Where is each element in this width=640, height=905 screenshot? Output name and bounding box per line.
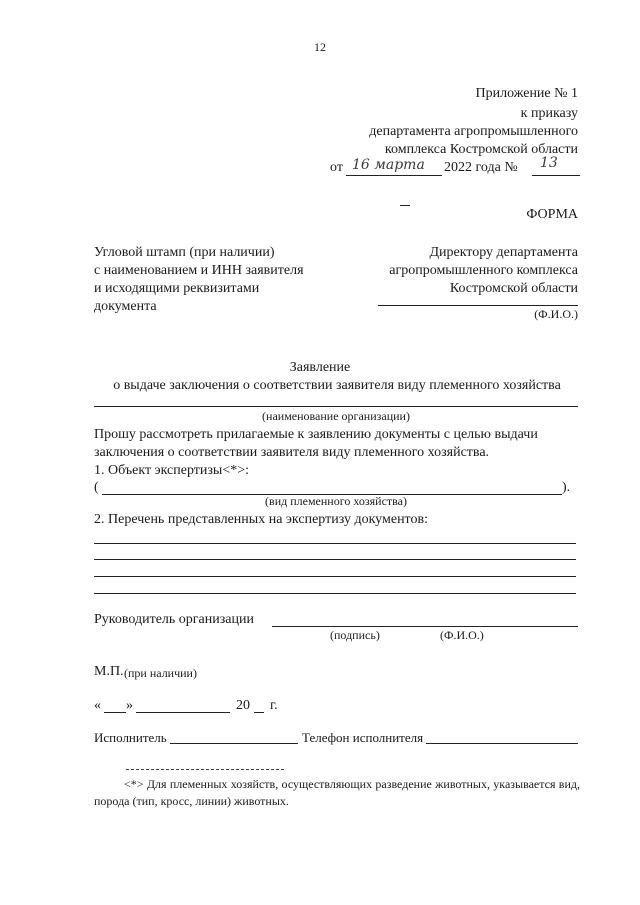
form-title: ФОРМА [526, 207, 578, 222]
page-number: 12 [314, 40, 326, 54]
appendix-title: Приложение № 1 [475, 86, 578, 101]
date-year: 20 [236, 698, 250, 713]
item-1: 1. Объект экспертизы<*>: [94, 463, 249, 478]
stamp-line-1: Угловой штамп (при наличии) [94, 245, 275, 260]
org-caption: (наименование организации) [262, 409, 410, 423]
date-prefix: от [330, 160, 343, 175]
date-close-quote: » [126, 698, 133, 713]
request-line-1: Прошу рассмотреть прилагаемые к заявлению документы с целью выдачи [94, 427, 538, 442]
date-suffix: 2022 года № [444, 160, 518, 175]
stamp-line-4: документа [94, 299, 157, 314]
statement-title: Заявление [289, 360, 351, 375]
stamp-line-2: с наименованием и ИНН заявителя [94, 263, 304, 278]
paren-close: ). [562, 480, 571, 495]
item-2: 2. Перечень представленных на экспертизу документов: [94, 512, 428, 527]
signature-fio-caption: (Ф.И.О.) [440, 628, 484, 642]
date-year-suffix: г. [270, 698, 278, 713]
request-line-2: заключения о соответствии заявителя виду племенного хозяйства. [94, 445, 490, 460]
appendix-region: комплекса Костромской области [384, 142, 578, 157]
addressee-fio-caption: (Ф.И.О.) [534, 307, 578, 321]
date-open-quote: « [94, 698, 101, 713]
paren-open: ( [94, 480, 99, 495]
sign-caption: (подпись) [330, 628, 380, 642]
stamp-label: М.П. [94, 664, 124, 679]
executor-label: Исполнитель [94, 730, 167, 745]
appendix-order: к приказу [520, 106, 578, 121]
stamp-note: (при наличии) [124, 666, 197, 680]
addressee-line-3: Костромской области [449, 281, 578, 296]
phone-label: Телефон исполнителя [302, 730, 424, 745]
head-label: Руководитель организации [94, 612, 254, 627]
addressee-line-1: Директору департамента [429, 245, 578, 260]
stamp-line-3: и исходящими реквизитами [94, 281, 260, 296]
addressee-line-2: агропромышленного комплекса [389, 263, 578, 278]
footnote: <*> Для племенных хозяйств, осуществляющих разведение животных, указывается вид, порода (тип, кросс, линии) животных. [94, 777, 580, 808]
handwritten-number: 13 [540, 155, 558, 171]
handwritten-date: 16 марта [352, 157, 425, 173]
statement-subtitle: о выдаче заключения о соответствии заявителя виду племенного хозяйства [113, 378, 561, 393]
appendix-department: департамента агропромышленного [369, 124, 578, 139]
farm-type-caption: (вид племенного хозяйства) [265, 494, 407, 508]
